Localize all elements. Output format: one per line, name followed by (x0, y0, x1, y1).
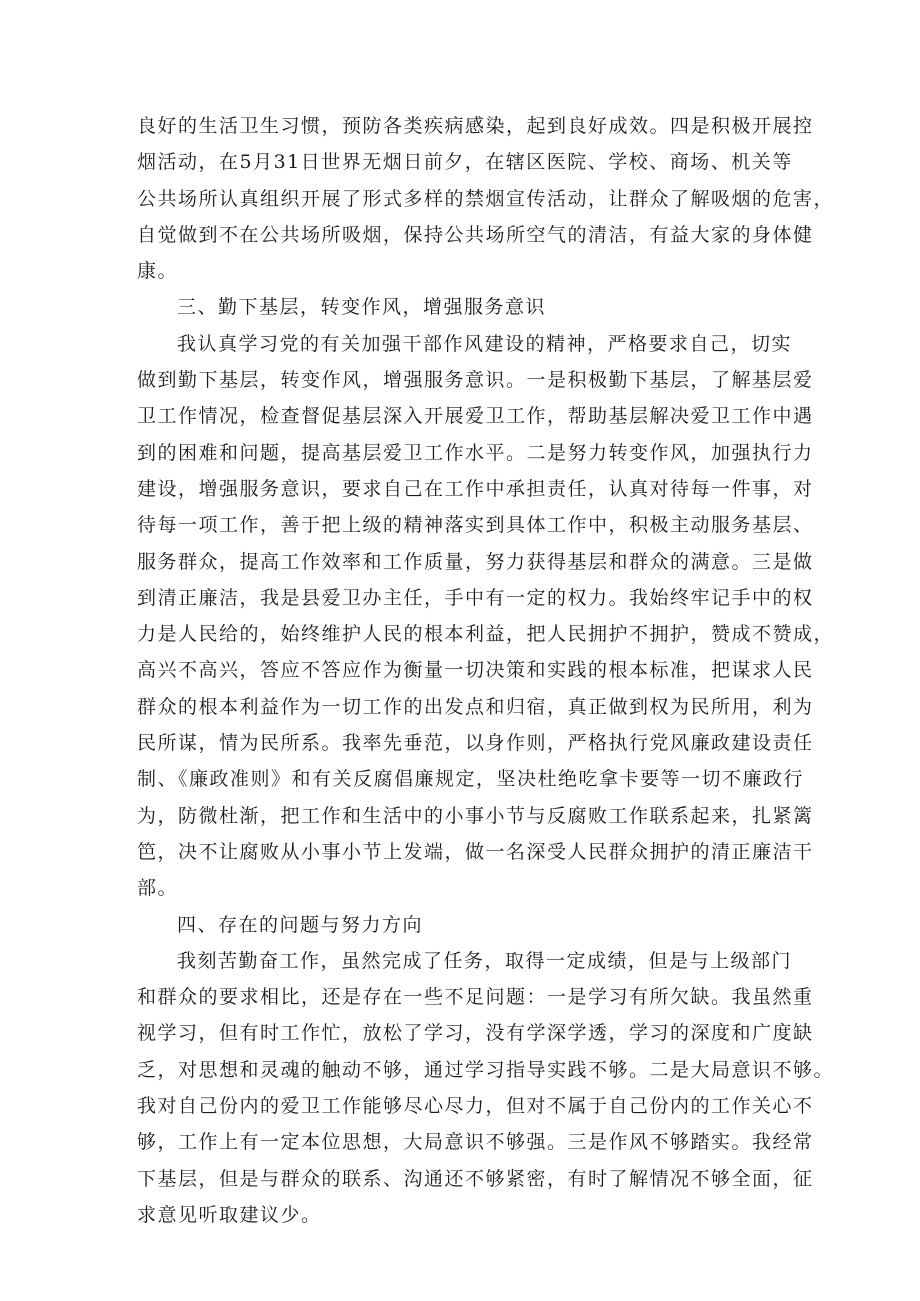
paragraph-line: 乏，对思想和灵魂的触动不够，通过学习指导实践不够。二是大局意识不够。 (137, 1058, 835, 1081)
paragraph-line: 到清正廉洁，我是县爱卫办主任，手中有一定的权力。我始终牢记手中的权 (137, 586, 814, 609)
paragraph-line: 群众的根本利益作为一切工作的出发点和归宿，真正做到权为民所用，利为 (137, 695, 814, 718)
paragraph-line: 制、《廉政准则》和有关反腐倡廉规定，坚决杜绝吃拿卡要等一切不廉政行 (137, 768, 805, 791)
paragraph-line: 做到勤下基层，转变作风，增强服务意识。一是积极勤下基层，了解基层爱 (137, 369, 814, 392)
paragraph-first-line: 我认真学习党的有关加强干部作风建设的精神，严格要求自己，切实 (177, 332, 793, 355)
paragraph-line: 下基层，但是与群众的联系、沟通还不够紧密，有时了解情况不够全面，征 (137, 1167, 814, 1190)
section-heading: 三、勤下基层，转变作风，增强服务意识 (177, 296, 547, 319)
paragraph-line: 为，防微杜渐，把工作和生活中的小事小节与反腐败工作联系起来，扎紧篱 (137, 804, 814, 827)
section-heading: 四、存在的问题与努力方向 (177, 913, 424, 936)
paragraph-line: 公共场所认真组织开展了形式多样的禁烟宣传活动，让群众了解吸烟的危害， (137, 187, 835, 210)
paragraph-line: 笆，决不让腐败从小事小节上发端，做一名深受人民群众拥护的清正廉洁干 (137, 840, 814, 863)
paragraph-line: 和群众的要求相比，还是存在一些不足问题：一是学习有所欠缺。我虽然重 (137, 986, 814, 1009)
document-body (137, 108, 835, 1233)
paragraph-line: 烟活动，在5月31日世界无烟日前夕，在辖区医院、学校、商场、机关等 (137, 151, 793, 174)
paragraph-line: 力是人民给的，始终维护人民的根本利益，把人民拥护不拥护，赞成不赞成， (137, 623, 835, 646)
paragraph-line: 待每一项工作，善于把上级的精神落实到具体工作中，积极主动服务基层、 (137, 514, 814, 537)
paragraph-line: 建设，增强服务意识，要求自己在工作中承担责任，认真对待每一件事，对 (137, 477, 814, 500)
paragraph-line: 服务群众，提高工作效率和工作质量，努力获得基层和群众的满意。三是做 (137, 550, 814, 573)
paragraph-line: 自觉做到不在公共场所吸烟，保持公共场所空气的清洁，有益大家的身体健 (137, 223, 814, 246)
paragraph-line: 卫工作情况，检查督促基层深入开展爱卫工作，帮助基层解决爱卫工作中遇 (137, 405, 814, 428)
paragraph-line: 我对自己份内的爱卫工作能够尽心尽力，但对不属于自己份内的工作关心不 (137, 1095, 814, 1118)
paragraph-last-line: 部。 (137, 877, 179, 900)
paragraph-line: 良好的生活卫生习惯，预防各类疾病感染，起到良好成效。四是积极开展控 (137, 115, 814, 137)
paragraph-line: 够，工作上有一定本位思想，大局意识不够强。三是作风不够踏实。我经常 (137, 1131, 814, 1154)
paragraph-first-line: 我刻苦勤奋工作，虽然完成了任务，取得一定成绩，但是与上级部门 (177, 949, 793, 972)
paragraph-line: 视学习，但有时工作忙，放松了学习，没有学深学透，学习的深度和广度缺 (137, 1022, 814, 1045)
paragraph-last-line: 康。 (137, 260, 179, 283)
paragraph-last-line: 求意见听取建议少。 (137, 1203, 322, 1226)
paragraph-line: 民所谋，情为民所系。我率先垂范，以身作则，严格执行党风廉政建设责任 (137, 732, 814, 755)
paragraph-line: 到的困难和问题，提高基层爱卫工作水平。二是努力转变作风，加强执行力 (137, 441, 814, 464)
paragraph-line: 高兴不高兴，答应不答应作为衡量一切决策和实践的根本标准，把谋求人民 (137, 659, 814, 682)
